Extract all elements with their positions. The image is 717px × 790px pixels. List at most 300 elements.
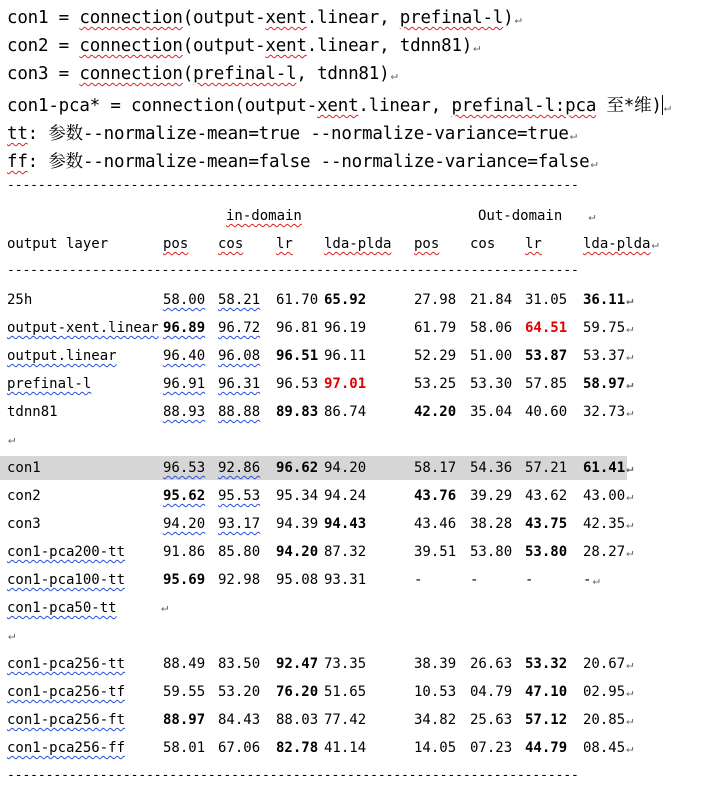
- header-text: .linear,: [358, 96, 452, 116]
- paragraph-mark: ↵: [473, 40, 481, 54]
- table-cell-value: 57.12: [525, 712, 568, 728]
- table-cell: [583, 740, 633, 756]
- column-header-label: cos: [218, 236, 244, 252]
- table-cell: [470, 712, 512, 728]
- table-cell: [525, 684, 567, 700]
- table-cell: [276, 292, 318, 308]
- table-cell: [276, 488, 318, 504]
- paragraph-mark: ↵: [592, 573, 600, 587]
- table-cell: [276, 544, 318, 560]
- row-label: [7, 712, 125, 728]
- table-cell: [525, 572, 533, 588]
- table-cell-value: 96.53: [276, 376, 319, 392]
- table-cell: [163, 572, 205, 588]
- table-cell: [276, 404, 318, 420]
- column-header: [163, 236, 188, 252]
- table-cell: [218, 572, 260, 588]
- table-cell-value: 96.40: [163, 348, 206, 364]
- table-cell: [218, 656, 260, 672]
- table-cell: [276, 712, 318, 728]
- table-cell-value: 53.80: [525, 544, 568, 560]
- row-label: [7, 600, 117, 616]
- table-cell-value: 96.31: [218, 376, 261, 392]
- table-cell-value: 96.19: [324, 320, 367, 336]
- table-cell: [276, 376, 318, 392]
- table-cell: [470, 544, 512, 560]
- paragraph-mark: ↵: [626, 461, 634, 475]
- table-cell-value: 25.63: [470, 712, 513, 728]
- table-cell-value: -: [525, 572, 534, 588]
- table-cell-value: 97.01: [324, 376, 367, 392]
- table-cell: [324, 488, 366, 504]
- table-cell-value: 57.85: [525, 376, 568, 392]
- table-cell: [218, 292, 260, 308]
- row-label-text: prefinal-l: [7, 376, 92, 392]
- table-cell-value: 89.83: [276, 404, 319, 420]
- table-cell: [276, 348, 318, 364]
- column-header: [276, 236, 293, 252]
- table-cell-value: 34.82: [414, 712, 457, 728]
- blank-line-mark: ↵: [8, 432, 16, 446]
- table-cell-value: 77.42: [324, 712, 367, 728]
- row-label: [7, 544, 125, 560]
- table-cell-value: 58.21: [218, 292, 261, 308]
- column-header-label: pos: [414, 236, 440, 252]
- column-header-label: pos: [163, 236, 189, 252]
- table-cell: [163, 348, 205, 364]
- row-label-text: con1: [7, 460, 41, 476]
- blank-line-mark: ↵: [8, 628, 16, 642]
- paragraph-mark: ↵: [626, 377, 634, 391]
- table-cell-value: 64.51: [525, 320, 568, 336]
- column-header: [414, 236, 439, 252]
- table-cell: [324, 460, 366, 476]
- table-cell-value: 04.79: [470, 684, 513, 700]
- table-cell-value: 95.53: [218, 488, 261, 504]
- header-text: xent: [317, 96, 359, 116]
- row-label: [7, 376, 91, 392]
- table-cell: [414, 292, 456, 308]
- table-cell: [218, 712, 260, 728]
- table-cell-value: 31.05: [525, 292, 568, 308]
- table-cell: [324, 712, 366, 728]
- paragraph-mark: ↵: [626, 517, 634, 531]
- table-cell: [470, 488, 512, 504]
- table-cell: [324, 544, 366, 560]
- header-text: : 参数--normalize-mean=false --normalize-variance=false: [27, 152, 590, 172]
- table-cell-value: 94.24: [324, 488, 367, 504]
- table-cell-value: 96.08: [218, 348, 261, 364]
- table-cell: [414, 656, 456, 672]
- table-cell-value: 94.20: [276, 544, 319, 560]
- row-label-text: 25h: [7, 292, 33, 308]
- row-label-text: con1-pca200-tt: [7, 544, 126, 560]
- table-cell-value: 53.37: [583, 348, 626, 364]
- out-domain-group-label: Out-domain ↵: [478, 208, 596, 224]
- row-label: [7, 516, 41, 532]
- row-label-text: con1-pca256-tf: [7, 684, 126, 700]
- table-cell: [583, 348, 633, 364]
- top-rule: --------------------------------------------------------------------------: [7, 178, 579, 193]
- table-cell-value: 96.62: [276, 460, 319, 476]
- column-header: [470, 236, 495, 252]
- table-cell: [414, 544, 456, 560]
- table-cell: [525, 320, 567, 336]
- table-cell: [414, 376, 456, 392]
- header-text: tt: [7, 124, 28, 144]
- table-cell: [218, 488, 260, 504]
- table-cell: [163, 376, 205, 392]
- table-cell-value: 96.51: [276, 348, 319, 364]
- table-cell-value: 88.49: [163, 656, 206, 672]
- table-cell-value: 93.17: [218, 516, 261, 532]
- table-cell-value: 20.67: [583, 656, 626, 672]
- row-label-text: con1-pca256-ft: [7, 712, 126, 728]
- table-cell-value: 87.32: [324, 544, 367, 560]
- table-cell-value: 88.93: [163, 404, 206, 420]
- row-label: [7, 292, 32, 308]
- table-cell: [525, 292, 567, 308]
- table-cell: [163, 404, 205, 420]
- column-header-label: output layer: [7, 236, 109, 252]
- table-cell-value: 35.04: [470, 404, 513, 420]
- header-text: , tdnn81): [296, 64, 390, 84]
- row-label-text: con1-pca256-tt: [7, 656, 126, 672]
- paragraph-mark: ↵: [626, 741, 634, 755]
- table-cell-value: 58.97: [583, 376, 626, 392]
- paragraph-mark: ↵: [626, 545, 634, 559]
- table-cell-value: 38.28: [470, 516, 513, 532]
- table-cell-value: 43.75: [525, 516, 568, 532]
- header-text: connection: [79, 36, 183, 56]
- table-cell-value: -: [470, 572, 479, 588]
- table-cell-value: 73.35: [324, 656, 367, 672]
- table-cell: [525, 348, 567, 364]
- table-cell-value: 88.97: [163, 712, 206, 728]
- row-label: [7, 320, 159, 336]
- table-cell-value: 51.00: [470, 348, 513, 364]
- table-cell: [414, 460, 456, 476]
- table-cell-value: 54.36: [470, 460, 513, 476]
- table-cell-value: 95.08: [276, 572, 319, 588]
- table-cell-value: 10.53: [414, 684, 457, 700]
- table-cell-value: 39.51: [414, 544, 457, 560]
- header-text: : 参数--normalize-mean=true --normalize-variance=true: [27, 124, 569, 144]
- table-cell: [218, 376, 260, 392]
- column-header: [583, 236, 659, 252]
- row-label: [7, 404, 58, 420]
- table-cell: [525, 544, 567, 560]
- paragraph-mark: ↵: [569, 128, 577, 142]
- header-text: prefinal-l:pca: [451, 96, 597, 116]
- bottom-rule: --------------------------------------------------------------------------: [7, 768, 579, 783]
- table-cell: [218, 684, 260, 700]
- table-cell-value: 43.76: [414, 488, 457, 504]
- table-cell: [324, 376, 366, 392]
- table-cell-value: 28.27: [583, 544, 626, 560]
- row-label: [7, 488, 41, 504]
- header-text: con1 =: [7, 8, 80, 28]
- table-cell-value: 59.55: [163, 684, 206, 700]
- table-cell-value: 02.95: [583, 684, 626, 700]
- table-cell-value: 61.41: [583, 460, 626, 476]
- paragraph-mark: ↵: [626, 405, 634, 419]
- table-cell: [470, 740, 512, 756]
- table-cell: [163, 656, 205, 672]
- table-cell-value: 92.86: [218, 460, 261, 476]
- table-cell-value: 36.11: [583, 292, 626, 308]
- table-cell-value: 96.53: [163, 460, 206, 476]
- table-cell: [276, 684, 318, 700]
- table-cell-value: 91.86: [163, 544, 206, 560]
- table-cell-value: 95.34: [276, 488, 319, 504]
- table-cell: [470, 376, 512, 392]
- table-cell: [470, 320, 512, 336]
- column-header-label: lr: [525, 236, 542, 252]
- table-cell-value: 47.10: [525, 684, 568, 700]
- table-cell: [324, 320, 366, 336]
- table-cell: [218, 740, 260, 756]
- table-cell: [414, 404, 456, 420]
- table-cell-value: 94.43: [324, 516, 367, 532]
- row-label: [7, 460, 41, 476]
- table-cell: [276, 656, 318, 672]
- table-cell-value: 43.62: [525, 488, 568, 504]
- table-cell-value: -: [414, 572, 423, 588]
- table-cell-value: 53.25: [414, 376, 457, 392]
- table-cell-value: 93.31: [324, 572, 367, 588]
- table-cell: [583, 404, 633, 420]
- table-cell-value: 96.89: [163, 320, 206, 336]
- table-cell: [525, 656, 567, 672]
- paragraph-mark: ↵: [590, 156, 598, 170]
- table-cell-value: 32.73: [583, 404, 626, 420]
- table-cell: [276, 516, 318, 532]
- table-cell-value: 96.72: [218, 320, 261, 336]
- header-text: con2 =: [7, 36, 80, 56]
- table-cell: [525, 404, 567, 420]
- row-label-text: con3: [7, 516, 41, 532]
- table-cell-value: 53.87: [525, 348, 568, 364]
- table-cell: [163, 712, 205, 728]
- table-cell-value: 96.81: [276, 320, 319, 336]
- table-cell-value: 51.65: [324, 684, 367, 700]
- table-cell: [583, 376, 633, 392]
- table-cell-value: 65.92: [324, 292, 367, 308]
- table-cell-value: 76.20: [276, 684, 319, 700]
- table-cell-value: 86.74: [324, 404, 367, 420]
- table-cell-value: 94.20: [163, 516, 206, 532]
- table-cell: [583, 572, 600, 588]
- table-cell: [163, 516, 205, 532]
- paragraph-mark: ↵: [626, 657, 634, 671]
- header-text: xent: [265, 36, 307, 56]
- table-cell-value: 58.01: [163, 740, 206, 756]
- table-cell: [163, 460, 205, 476]
- table-cell: [583, 320, 633, 336]
- paragraph-mark: ↵: [663, 100, 671, 114]
- row-label: [7, 656, 125, 672]
- table-cell-value: 57.21: [525, 460, 568, 476]
- table-cell: [470, 572, 478, 588]
- table-cell-value: 58.17: [414, 460, 457, 476]
- table-cell: [525, 516, 567, 532]
- row-label: [7, 684, 125, 700]
- table-cell-value: -: [583, 572, 592, 588]
- table-cell: [583, 684, 633, 700]
- header-rule: --------------------------------------------------------------------------: [7, 263, 579, 278]
- table-cell: [470, 348, 512, 364]
- column-header-label: cos: [470, 236, 496, 252]
- table-cell-value: 92.98: [218, 572, 261, 588]
- row-label: [7, 572, 125, 588]
- table-cell: [324, 572, 366, 588]
- table-cell: [324, 684, 366, 700]
- table-cell: [163, 684, 205, 700]
- table-cell-value: 14.05: [414, 740, 457, 756]
- table-cell-value: 43.00: [583, 488, 626, 504]
- table-cell-value: 95.69: [163, 572, 206, 588]
- table-cell: [414, 684, 456, 700]
- table-cell: [583, 516, 633, 532]
- table-cell: [470, 516, 512, 532]
- header-text: connection: [79, 64, 183, 84]
- column-header-label: lda-plda: [583, 236, 651, 252]
- column-header: [7, 236, 108, 252]
- table-cell: [414, 740, 456, 756]
- table-cell-value: 53.30: [470, 376, 513, 392]
- paragraph-mark: ↵: [161, 600, 169, 614]
- table-cell: [583, 460, 633, 476]
- header-text: (: [182, 64, 194, 84]
- table-cell: [583, 656, 633, 672]
- table-cell-value: 27.98: [414, 292, 457, 308]
- table-cell: [324, 516, 366, 532]
- row-label-text: con1-pca100-tt: [7, 572, 126, 588]
- table-cell-value: 61.79: [414, 320, 457, 336]
- table-cell: [583, 488, 633, 504]
- header-text: ff: [7, 152, 28, 172]
- table-cell-value: 08.45: [583, 740, 626, 756]
- in-domain-group-label: in-domain: [226, 208, 302, 224]
- paragraph-mark: ↵: [626, 321, 634, 335]
- row-label-text: con1-pca256-ff: [7, 740, 126, 756]
- header-text: con1-pca* = connection(output-: [7, 96, 318, 116]
- paragraph-mark: ↵: [626, 293, 634, 307]
- paragraph-mark: ↵: [626, 685, 634, 699]
- table-cell-value: 21.84: [470, 292, 513, 308]
- table-cell: [525, 376, 567, 392]
- table-cell: [583, 544, 633, 560]
- table-cell-value: 42.35: [583, 516, 626, 532]
- table-cell-value: 26.63: [470, 656, 513, 672]
- table-cell-value: 94.20: [324, 460, 367, 476]
- table-cell-value: 41.14: [324, 740, 367, 756]
- table-cell-value: 82.78: [276, 740, 319, 756]
- table-cell: [218, 460, 260, 476]
- paragraph-mark: ↵: [651, 237, 659, 251]
- table-cell: [470, 656, 512, 672]
- header-text: (output-: [182, 36, 266, 56]
- table-cell: [470, 292, 512, 308]
- table-cell-value: 92.47: [276, 656, 319, 672]
- row-label: [7, 348, 117, 364]
- header-text: prefinal-l: [193, 64, 297, 84]
- table-cell: [324, 656, 366, 672]
- table-cell: [218, 544, 260, 560]
- table-cell: [218, 348, 260, 364]
- row-label-text: con1-pca50-tt: [7, 600, 117, 616]
- column-header: [218, 236, 243, 252]
- header-text: .linear, tdnn81): [306, 36, 473, 56]
- header-text: prefinal-l: [399, 8, 504, 28]
- table-cell-value: 38.39: [414, 656, 457, 672]
- table-cell: [470, 404, 512, 420]
- table-cell: [163, 740, 205, 756]
- table-cell: [414, 488, 456, 504]
- table-cell-value: 53.80: [470, 544, 513, 560]
- header-text: xent: [265, 8, 307, 28]
- table-cell-value: 43.46: [414, 516, 457, 532]
- table-cell: [324, 348, 366, 364]
- table-cell-value: 61.70: [276, 292, 319, 308]
- table-cell: [163, 488, 205, 504]
- table-cell-value: 52.29: [414, 348, 457, 364]
- table-cell-value: 85.80: [218, 544, 261, 560]
- table-cell: [525, 488, 567, 504]
- table-cell-value: 88.03: [276, 712, 319, 728]
- table-cell: [414, 516, 456, 532]
- table-cell: [324, 404, 366, 420]
- table-cell: [414, 320, 456, 336]
- table-cell: [414, 712, 456, 728]
- header-text: connection: [79, 8, 183, 28]
- table-cell: [470, 684, 512, 700]
- table-cell-value: 39.29: [470, 488, 513, 504]
- column-header-label: lr: [276, 236, 293, 252]
- table-cell: [276, 320, 318, 336]
- table-cell: [218, 320, 260, 336]
- row-label-text: output-xent.linear: [7, 320, 159, 336]
- table-cell: [163, 544, 205, 560]
- table-cell-value: 95.62: [163, 488, 206, 504]
- table-cell: [525, 712, 567, 728]
- paragraph-mark: ↵: [626, 713, 634, 727]
- row-label: [7, 740, 125, 756]
- row-label-text: con2: [7, 488, 41, 504]
- table-cell-value: 58.00: [163, 292, 206, 308]
- table-cell: [218, 516, 260, 532]
- table-cell-value: 44.79: [525, 740, 568, 756]
- table-cell-value: 42.20: [414, 404, 457, 420]
- row-label-text: tdnn81: [7, 404, 58, 420]
- table-cell: [324, 740, 366, 756]
- table-cell-value: 84.43: [218, 712, 261, 728]
- table-cell: [324, 292, 366, 308]
- table-cell-value: 94.39: [276, 516, 319, 532]
- table-cell: [163, 320, 205, 336]
- table-cell-value: 53.20: [218, 684, 261, 700]
- table-cell: [414, 572, 422, 588]
- column-header: [525, 236, 542, 252]
- column-header-label: lda-plda: [324, 236, 392, 252]
- table-cell-value: 59.75: [583, 320, 626, 336]
- table-cell: [470, 460, 512, 476]
- table-cell-value: 20.85: [583, 712, 626, 728]
- table-cell: [276, 740, 318, 756]
- header-text: con3 =: [7, 64, 80, 84]
- header-text: ): [503, 8, 514, 28]
